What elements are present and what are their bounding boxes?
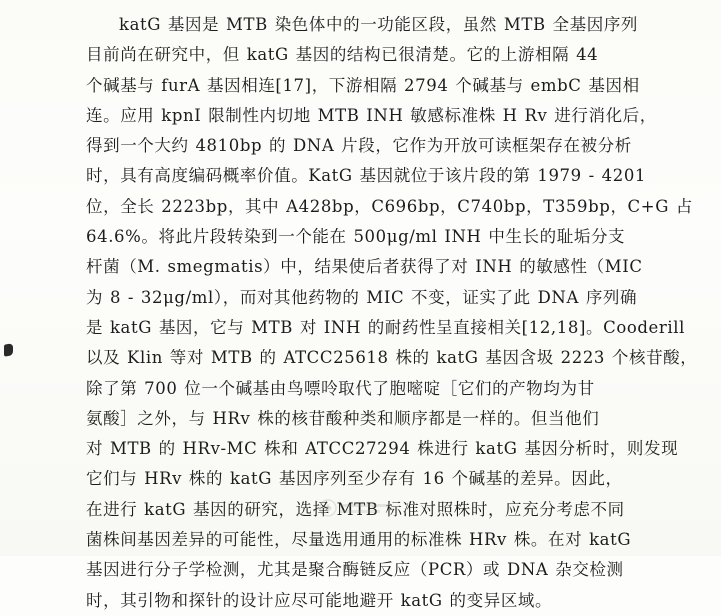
watermark-logo [318, 497, 398, 519]
paragraph-line: 连。应用 kpnI 限制性内切地 MTB INH 敏感标准株 H Rv 进行消化后， [86, 105, 657, 125]
paragraph-line: 个碱基与 furA 基因相连[17]，下游相隔 2794 个碱基与 embC 基因相 [86, 75, 640, 95]
paragraph-line: 它们与 HRv 株的 katG 基因序列至少存有 16 个碱基的差异。因此， [86, 469, 623, 489]
paragraph-line: 时，其引物和探针的设计应尽可能地避开 katG 的变异区域。 [86, 590, 553, 610]
paragraph-line: 位，全长 2223bp，其中 A428bp，C696bp，C740bp，T359bp，C+G 占 [86, 196, 693, 216]
paragraph-line: 得到一个大约 4810bp 的 DNA 片段，它作为开放可读框架存在被分析 [86, 136, 632, 156]
margin-ink-mark [4, 343, 13, 356]
paragraph-line: 是 katG 基因，它与 MTB 对 INH 的耐药性呈直接相关[12,18]。Cooderill [86, 317, 686, 337]
paragraph-line: 杆菌（M. smegmatis）中，结果使后者获得了对 INH 的敏感性（MIC [86, 257, 643, 277]
paragraph-line: katG 基因是 MTB 染色体中的一功能区段，虽然 MTB 全基因序列 [119, 15, 639, 34]
paragraph-line: 时，具有高度编码概率价值。KatG 基因就位于该片段的第 1979 - 4201 [86, 166, 647, 186]
paragraph-line: 64.6%。将此片段转染到一个能在 500μg/ml INH 中生长的耻垢分支 [86, 227, 626, 247]
paragraph-line: 基因进行分子学检测，尤其是聚合酶链反应（PCR）或 DNA 杂交检测 [86, 560, 624, 580]
paragraph-line: 对 MTB 的 HRv-MC 株和 ATCC27294 株进行 katG 基因分析时，则发现 [86, 439, 679, 459]
paragraph-line: 菌株间基因差异的可能性，尽量选用通用的标准株 HRv 株。在对 katG [86, 530, 632, 550]
paragraph-line: 除了第 700 位一个碱基由鸟嘌呤取代了胞嘧啶［它们的产物均为甘 [86, 378, 595, 398]
paragraph-line: 为 8 - 32μg/ml），而对其他药物的 MIC 不变，证实了此 DNA 序列确 [86, 287, 638, 307]
paragraph-line: 氨酸］之外，与 HRv 株的核苷酸种类和顺序都是一样的。但当他们 [86, 408, 600, 428]
paragraph-line: 在进行 katG 基因的研究，选择 MTB 标准对照株时，应充分考虑不同 [86, 499, 625, 519]
paragraph-line: 以及 Klin 等对 MTB 的 ATCC25618 株的 katG 基因含圾 2223 个核苷酸， [86, 348, 698, 368]
body-paragraph [86, 10, 716, 616]
paragraph-line: 目前尚在研究中，但 katG 基因的结构已很清楚。它的上游相隔 44 [86, 45, 599, 65]
